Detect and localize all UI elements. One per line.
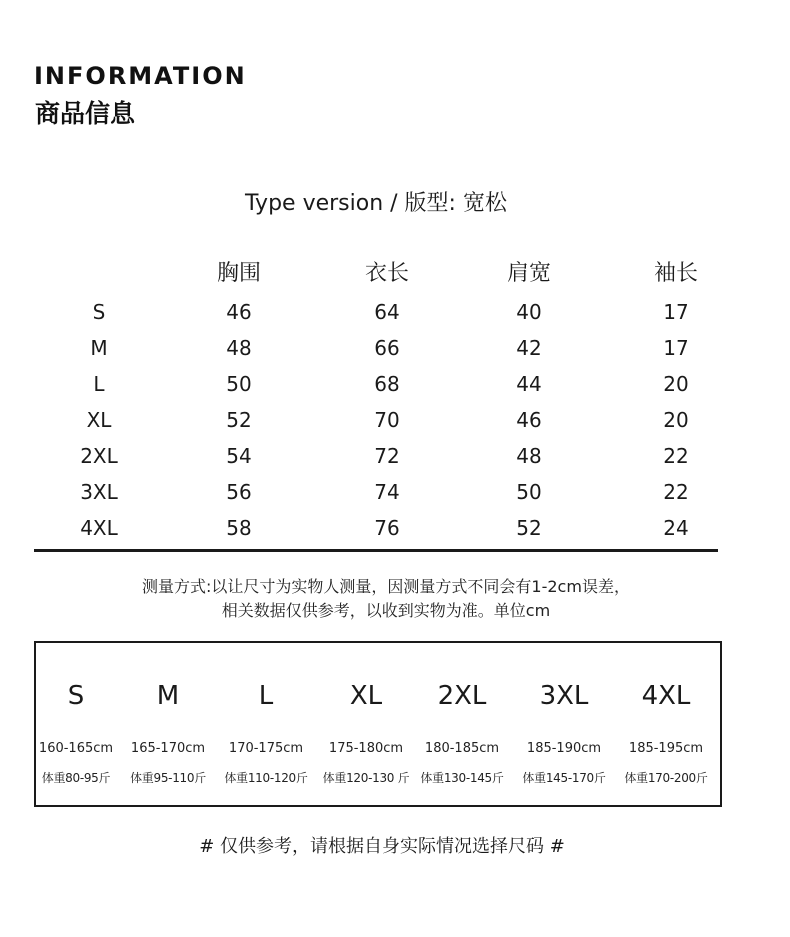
row-size: S xyxy=(92,300,106,324)
table-row xyxy=(34,480,718,516)
reference-weight: 体重110-120斤 xyxy=(224,771,308,785)
row-sleeve: 17 xyxy=(663,336,689,360)
row-chest: 46 xyxy=(226,300,252,324)
information-heading: INFORMATION xyxy=(34,62,247,90)
row-sleeve: 22 xyxy=(663,480,689,504)
header-chest: 胸围 xyxy=(216,261,261,286)
row-length: 64 xyxy=(374,300,400,324)
row-chest: 50 xyxy=(226,372,252,396)
row-shoulder: 48 xyxy=(516,444,542,468)
reference-height: 175-180cm xyxy=(328,741,404,756)
row-chest: 58 xyxy=(226,516,252,540)
row-size: M xyxy=(90,336,108,360)
row-shoulder: 52 xyxy=(516,516,542,540)
row-shoulder: 44 xyxy=(516,372,542,396)
reference-height: 170-175cm xyxy=(228,741,304,756)
reference-weight: 体重130-145斤 xyxy=(420,771,504,785)
row-shoulder: 42 xyxy=(516,336,542,360)
reference-size: 4XL xyxy=(641,681,691,711)
type-version-line: Type version / 版型: 宽松 xyxy=(245,191,507,216)
row-size: 4XL xyxy=(80,516,118,540)
row-size: L xyxy=(93,372,105,396)
row-sleeve: 20 xyxy=(663,372,689,396)
size-reference-box xyxy=(34,641,722,807)
reference-height: 160-165cm xyxy=(38,741,114,756)
row-chest: 56 xyxy=(226,480,252,504)
reference-size: 2XL xyxy=(437,681,487,711)
reference-size: S xyxy=(67,681,85,711)
row-length: 76 xyxy=(374,516,400,540)
row-chest: 54 xyxy=(226,444,252,468)
row-chest: 48 xyxy=(226,336,252,360)
reference-weight: 体重80-95斤 xyxy=(41,771,111,785)
header-length: 衣长 xyxy=(364,261,409,286)
reference-height: 180-185cm xyxy=(424,741,500,756)
product-info-heading: 商品信息 xyxy=(35,99,136,128)
reference-height: 185-190cm xyxy=(526,741,602,756)
row-size: 3XL xyxy=(80,480,118,504)
measurement-note-line2: 相关数据仅供参考，以收到实物为准。单位cm xyxy=(221,601,551,620)
reference-height: 185-195cm xyxy=(628,741,704,756)
table-row xyxy=(34,336,718,372)
row-chest: 52 xyxy=(226,408,252,432)
row-size: 2XL xyxy=(80,444,118,468)
measurement-note-line1: 测量方式:以让尺寸为实物人测量，因测量方式不同会有1-2cm误差， xyxy=(142,577,630,596)
reference-weight: 体重120-130 斤 xyxy=(322,771,410,785)
row-shoulder: 50 xyxy=(516,480,542,504)
table-row xyxy=(34,300,718,336)
reference-height: 165-170cm xyxy=(130,741,206,756)
reference-weight: 体重145-170斤 xyxy=(522,771,606,785)
reference-size: L xyxy=(258,681,274,711)
header-sleeve: 袖长 xyxy=(653,261,698,286)
table-row xyxy=(34,516,718,552)
reference-size: 3XL xyxy=(539,681,589,711)
header-shoulder: 肩宽 xyxy=(506,261,551,286)
row-length: 72 xyxy=(374,444,400,468)
reference-size: XL xyxy=(349,681,383,711)
row-length: 74 xyxy=(374,480,400,504)
row-length: 68 xyxy=(374,372,400,396)
reference-weight: 体重170-200斤 xyxy=(624,771,708,785)
row-length: 66 xyxy=(374,336,400,360)
table-row xyxy=(34,372,718,408)
row-length: 70 xyxy=(374,408,400,432)
row-shoulder: 46 xyxy=(516,408,542,432)
table-divider xyxy=(34,549,718,552)
footer-note: # 仅供参考，请根据自身实际情况选择尺码 # xyxy=(199,836,565,857)
row-sleeve: 20 xyxy=(663,408,689,432)
table-row xyxy=(34,408,718,444)
reference-size: M xyxy=(156,681,180,711)
row-sleeve: 24 xyxy=(663,516,689,540)
row-shoulder: 40 xyxy=(516,300,542,324)
row-size: XL xyxy=(86,408,112,432)
table-row xyxy=(34,444,718,480)
row-sleeve: 17 xyxy=(663,300,689,324)
reference-weight: 体重95-110斤 xyxy=(130,771,206,785)
row-sleeve: 22 xyxy=(663,444,689,468)
